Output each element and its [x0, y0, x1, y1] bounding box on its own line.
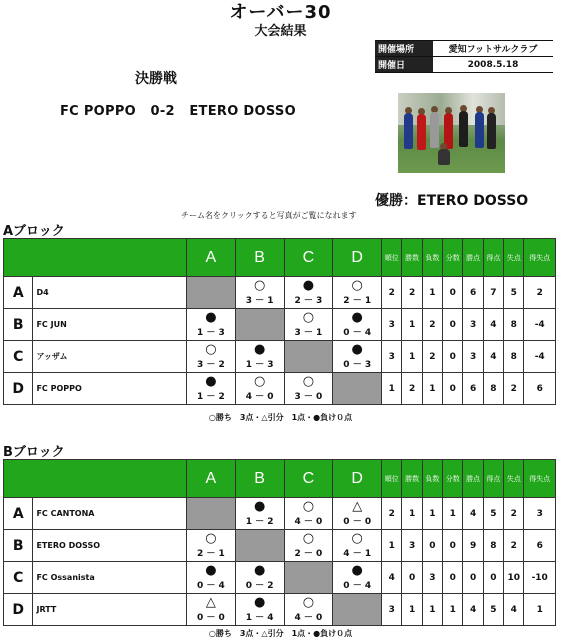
champion-label: 優勝：ETERO DOSSO	[375, 193, 529, 209]
self-match-cell	[284, 562, 333, 594]
match-score: 3 － 1	[294, 328, 323, 338]
team-photo	[398, 93, 505, 173]
page-subtitle: 大会結果	[254, 24, 307, 39]
stat-value: 7	[483, 277, 503, 309]
match-score: 0 － 4	[343, 581, 372, 591]
stat-value: 6	[524, 530, 556, 562]
result-symbol: ●	[351, 563, 363, 578]
table-row	[4, 530, 556, 562]
stat-value: 4	[483, 309, 503, 341]
block-heading: Bブロック	[3, 445, 65, 460]
match-cell	[333, 562, 382, 594]
match-score: 3 － 0	[294, 392, 323, 402]
team-letter: D	[4, 373, 33, 405]
result-symbol: ○	[302, 374, 315, 389]
stat-header: 勝点	[463, 460, 483, 498]
result-symbol: △	[352, 499, 363, 514]
stat-header: 勝数	[402, 239, 422, 277]
result-symbol: ○	[302, 310, 315, 325]
stat-value: 8	[483, 373, 503, 405]
stat-value: 1	[382, 530, 402, 562]
match-score: 0 － 2	[245, 581, 274, 591]
photo-hint: チーム名をクリックすると写真がご覧になれます	[181, 211, 357, 220]
final-match-result: FC POPPO 0-2 ETERO DOSSO	[60, 104, 296, 119]
stat-value: 2	[382, 277, 402, 309]
stat-value: 6	[463, 373, 483, 405]
stat-value: 8	[504, 309, 524, 341]
stat-value: 4	[463, 498, 483, 530]
stat-value: 8	[483, 530, 503, 562]
match-score: 1 － 2	[245, 517, 274, 527]
team-name-link[interactable]: アッザム	[33, 341, 187, 373]
match-cell	[186, 594, 235, 626]
column-header: A	[186, 239, 235, 277]
self-match-cell	[333, 594, 382, 626]
column-header: B	[235, 239, 284, 277]
match-cell	[284, 530, 333, 562]
stat-value: 1	[524, 594, 556, 626]
team-name-link[interactable]: JRTT	[33, 594, 187, 626]
stat-value: 10	[504, 562, 524, 594]
stat-value: 0	[463, 562, 483, 594]
stat-value: 0	[443, 373, 463, 405]
match-cell	[186, 562, 235, 594]
match-score: 1 － 3	[245, 360, 274, 370]
page-title: オーバー30	[229, 2, 332, 23]
stat-value: 5	[504, 277, 524, 309]
match-score: 0 － 0	[343, 517, 372, 527]
stat-value: 1	[402, 309, 422, 341]
stat-value: 9	[463, 530, 483, 562]
stat-value: 4	[483, 341, 503, 373]
team-name-link[interactable]: D4	[33, 277, 187, 309]
team-name-link[interactable]: FC CANTONA	[33, 498, 187, 530]
result-symbol: ●	[351, 310, 363, 325]
match-score: 3 － 1	[245, 296, 274, 306]
stat-value: 2	[422, 341, 442, 373]
event-info-table	[375, 40, 553, 73]
match-cell	[333, 309, 382, 341]
stat-value: 0	[443, 309, 463, 341]
match-cell	[235, 498, 284, 530]
column-header: D	[333, 239, 382, 277]
match-cell	[333, 277, 382, 309]
stat-value: 1	[402, 341, 422, 373]
match-cell	[186, 309, 235, 341]
match-cell	[186, 341, 235, 373]
self-match-cell	[186, 277, 235, 309]
result-symbol: ○	[302, 499, 315, 514]
match-cell	[333, 498, 382, 530]
stat-header: 分数	[443, 460, 463, 498]
team-letter: B	[4, 530, 33, 562]
stat-header: 負数	[422, 460, 442, 498]
match-cell	[235, 373, 284, 405]
stat-header: 分数	[443, 239, 463, 277]
stat-value: 3	[524, 498, 556, 530]
date-label: 開催日	[375, 57, 433, 73]
match-cell	[235, 277, 284, 309]
stat-value: 1	[422, 373, 442, 405]
league-table	[3, 238, 556, 405]
header-blank	[4, 239, 187, 277]
stat-value: 2	[422, 309, 442, 341]
match-cell	[186, 373, 235, 405]
stat-header: 順位	[382, 239, 402, 277]
stat-value: 3	[402, 530, 422, 562]
stat-value: 3	[463, 341, 483, 373]
team-letter: C	[4, 341, 33, 373]
team-letter: D	[4, 594, 33, 626]
result-symbol: ○	[302, 531, 315, 546]
stat-value: 0	[402, 562, 422, 594]
result-symbol: △	[205, 595, 216, 610]
match-cell	[186, 530, 235, 562]
stat-header: 勝点	[463, 239, 483, 277]
stat-value: 3	[463, 309, 483, 341]
table-row	[4, 562, 556, 594]
stat-value: 1	[443, 594, 463, 626]
stat-value: 5	[483, 594, 503, 626]
result-symbol: ○	[351, 531, 363, 546]
match-score: 4 － 0	[294, 613, 323, 623]
stat-value: 1	[443, 498, 463, 530]
table-row	[4, 341, 556, 373]
result-symbol: ●	[205, 310, 217, 325]
stat-value: 1	[382, 373, 402, 405]
result-symbol: ○	[253, 374, 266, 389]
match-score: 1 － 2	[196, 392, 225, 402]
stat-value: 3	[382, 594, 402, 626]
venue-label: 開催場所	[375, 41, 433, 57]
stat-header: 得点	[483, 239, 503, 277]
match-cell	[284, 373, 333, 405]
stat-value: 0	[422, 530, 442, 562]
table-row	[4, 277, 556, 309]
match-score: 2 － 1	[343, 296, 372, 306]
self-match-cell	[284, 341, 333, 373]
self-match-cell	[235, 309, 284, 341]
legend: ○勝ち 3点・△引分 1点・●負け０点	[208, 413, 353, 422]
team-letter: A	[4, 498, 33, 530]
match-score: 0 － 0	[196, 613, 225, 623]
stat-value: 4	[463, 594, 483, 626]
stat-value: 4	[382, 562, 402, 594]
team-name-link[interactable]: FC Ossanista	[33, 562, 187, 594]
match-score: 0 － 4	[343, 328, 372, 338]
result-symbol: ●	[253, 499, 266, 514]
stat-value: 2	[524, 277, 556, 309]
stat-value: 2	[504, 498, 524, 530]
stat-header: 失点	[504, 460, 524, 498]
stat-value: 0	[443, 562, 463, 594]
stat-value: 0	[443, 277, 463, 309]
legend: ○勝ち 3点・△引分 1点・●負け０点	[208, 629, 353, 638]
result-symbol: ●	[205, 563, 217, 578]
stat-header: 得失点	[524, 239, 556, 277]
match-cell	[235, 562, 284, 594]
stat-value: 5	[483, 498, 503, 530]
match-cell	[284, 309, 333, 341]
team-name-link[interactable]: FC JUN	[33, 309, 187, 341]
stat-header: 順位	[382, 460, 402, 498]
block-heading: Aブロック	[3, 224, 65, 239]
stat-value: 1	[422, 277, 442, 309]
stat-value: 4	[504, 594, 524, 626]
match-score: 4 － 0	[245, 392, 274, 402]
league-table	[3, 459, 556, 626]
match-score: 1 － 4	[245, 613, 274, 623]
result-symbol: ○	[302, 595, 315, 610]
stat-value: -4	[524, 341, 556, 373]
stat-value: -10	[524, 562, 556, 594]
column-header: C	[284, 460, 333, 498]
stat-value: 3	[422, 562, 442, 594]
stat-header: 得点	[483, 460, 503, 498]
table-row	[4, 373, 556, 405]
stat-value: -4	[524, 309, 556, 341]
stat-value: 6	[463, 277, 483, 309]
match-score: 3 － 2	[196, 360, 225, 370]
stat-value: 0	[443, 341, 463, 373]
match-score: 0 － 4	[196, 581, 225, 591]
stat-value: 1	[402, 498, 422, 530]
result-symbol: ○	[351, 278, 363, 293]
match-cell	[284, 498, 333, 530]
stat-value: 2	[382, 498, 402, 530]
match-cell	[284, 277, 333, 309]
stat-value: 2	[402, 277, 422, 309]
column-header: A	[186, 460, 235, 498]
team-letter: A	[4, 277, 33, 309]
result-symbol: ●	[205, 374, 217, 389]
self-match-cell	[235, 530, 284, 562]
match-score: 1 － 3	[196, 328, 225, 338]
result-symbol: ●	[253, 563, 266, 578]
team-name-link[interactable]: ETERO DOSSO	[33, 530, 187, 562]
stat-value: 2	[402, 373, 422, 405]
column-header: D	[333, 460, 382, 498]
stat-value: 1	[422, 498, 442, 530]
team-name-link[interactable]: FC POPPO	[33, 373, 187, 405]
match-cell	[333, 530, 382, 562]
result-symbol: ○	[253, 278, 266, 293]
stat-value: 3	[382, 341, 402, 373]
stat-value: 1	[402, 594, 422, 626]
match-score: 0 － 3	[343, 360, 372, 370]
self-match-cell	[186, 498, 235, 530]
stat-header: 失点	[504, 239, 524, 277]
result-symbol: ○	[205, 342, 217, 357]
match-score: 4 － 1	[343, 549, 372, 559]
self-match-cell	[333, 373, 382, 405]
table-row	[4, 498, 556, 530]
result-symbol: ○	[205, 531, 217, 546]
stat-value: 0	[483, 562, 503, 594]
stat-header: 得失点	[524, 460, 556, 498]
table-row	[4, 309, 556, 341]
team-letter: C	[4, 562, 33, 594]
team-letter: B	[4, 309, 33, 341]
stat-value: 6	[524, 373, 556, 405]
date-value: 2008.5.18	[433, 57, 553, 73]
result-symbol: ●	[351, 342, 363, 357]
stat-header: 勝数	[402, 460, 422, 498]
stat-header: 負数	[422, 239, 442, 277]
match-score: 4 － 0	[294, 517, 323, 527]
match-score: 2 － 1	[196, 549, 225, 559]
stat-value: 2	[504, 373, 524, 405]
table-row	[4, 594, 556, 626]
result-symbol: ●	[302, 278, 315, 293]
match-score: 2 － 3	[294, 296, 323, 306]
venue-value: 愛知フットサルクラブ	[433, 41, 553, 57]
header-blank	[4, 460, 187, 498]
match-cell	[333, 341, 382, 373]
result-symbol: ●	[253, 595, 266, 610]
match-cell	[284, 594, 333, 626]
stat-value: 3	[382, 309, 402, 341]
column-header: B	[235, 460, 284, 498]
stat-value: 1	[422, 594, 442, 626]
column-header: C	[284, 239, 333, 277]
final-heading: 決勝戦	[135, 71, 177, 87]
result-symbol: ●	[253, 342, 266, 357]
match-score: 2 － 0	[294, 549, 323, 559]
stat-value: 2	[504, 530, 524, 562]
match-cell	[235, 341, 284, 373]
stat-value: 0	[443, 530, 463, 562]
stat-value: 8	[504, 341, 524, 373]
match-cell	[235, 594, 284, 626]
